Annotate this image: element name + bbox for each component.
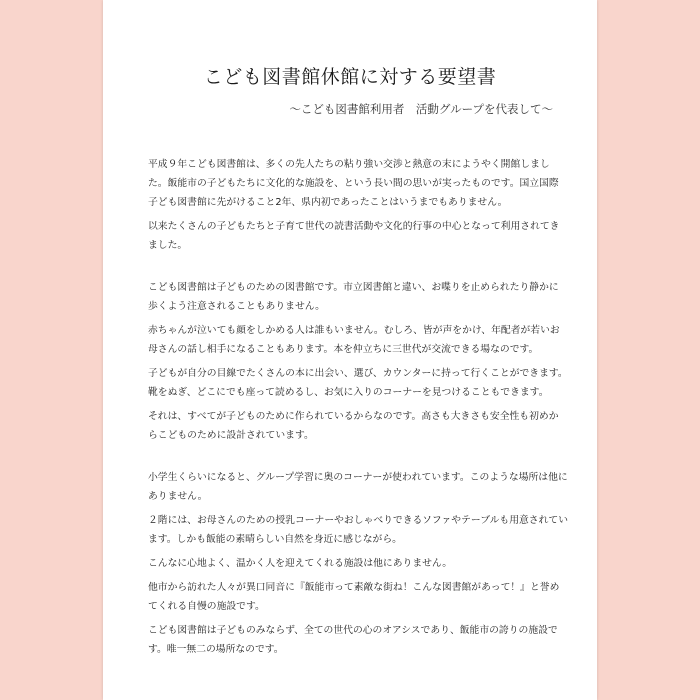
paragraph-2: 以来たくさんの子どもたちと子育て世代の読書活動や文化的行事の中心となって利用されてきました。 (148, 221, 560, 251)
paragraph-10: 他市から訪れた人々が異口同音に『飯能市って素敵な街ね！こんな図書館があって！』と誉めてくれる自慢の施設です。 (148, 582, 560, 612)
paragraph-5: 子どもが自分の目線でたくさんの本に出会い、選び、カウンターに持って行くことができます。靴をぬぎ、どこにでも座って読めるし、お気に入りのコーナーを見つけることもできます。 (148, 368, 568, 398)
document-page (103, 0, 597, 700)
paragraph-6: それは、すべてが子どものために作られているからなのです。高さも大きさも安全性も初めからこどものために設計されています。 (148, 411, 559, 441)
paragraph-9: こんなに心地よく、温かく人を迎えてくれる施設は他にありません。 (148, 558, 453, 569)
paragraph-8: ２階には、お母さんのための授乳コーナーやおしゃべりできるソファやテーブルも用意されています。しかも飯能の素晴らしい自然を身近に感じながら。 (148, 515, 568, 545)
paragraph-3: こども図書館は子どものための図書館です。市立図書館と違い、お喋りを止められたり静かに歩くよう注意されることもありません。 (148, 282, 559, 312)
paragraph-4: 赤ちゃんが泣いても顔をしかめる人は誰もいません。むしろ、皆が声をかけ、年配者が若いお母さんの話し相手になることもあります。本を仲立ちに三世代が交流できる場なのです。 (148, 325, 560, 355)
paragraph-7: 小学生くらいになると、グループ学習に奥のコーナーが使われています。このような場所は他にありません。 (148, 472, 568, 502)
document-title: こども図書館休館に対する要望書 (203, 66, 497, 88)
document-subtitle: ～こども図書館利用者 活動グループを代表して～ (289, 102, 553, 116)
paragraph-1: 平成９年こども図書館は、多くの先人たちの粘り強い交渉と熱意の末にようやく開館しました。飯能市の子どもたちに文化的な施設を、という長い間の思いが実ったものです。国立国際子ども図書館に先がけること2年、県内初であったことはいうまでもありません。 (148, 159, 559, 208)
document-body (148, 155, 568, 664)
paragraph-11: こども図書館は子どものみならず、全ての世代の心のオアシスであり、飯能市の誇りの施設です。唯一無二の場所なのです。 (148, 625, 558, 655)
